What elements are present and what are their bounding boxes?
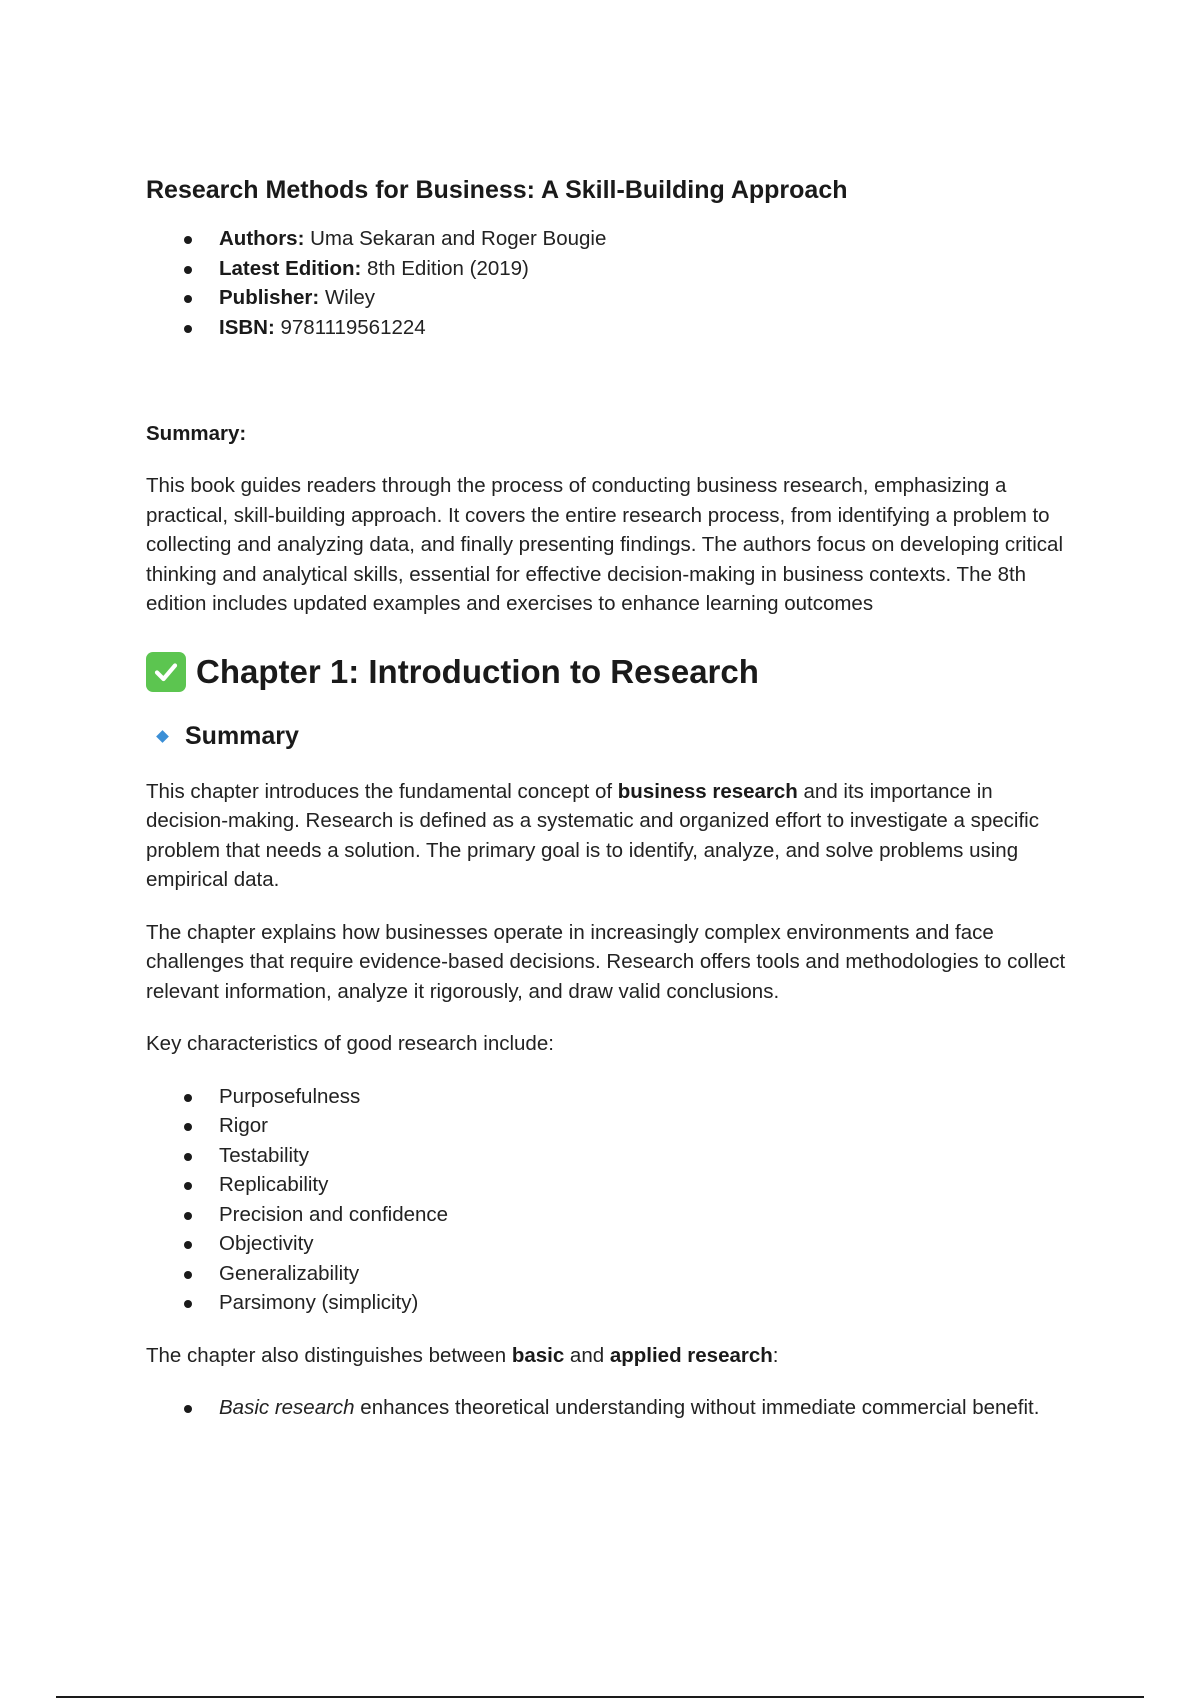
list-item: Parsimony (simplicity) [184, 1288, 1076, 1318]
book-title: Research Methods for Business: A Skill-Building Approach [146, 176, 848, 204]
summary-label: Summary: [146, 422, 247, 445]
check-mark-glyph [151, 657, 181, 687]
characteristics-list [184, 1082, 1076, 1318]
list-item [184, 254, 1076, 284]
detail-label: ISBN: [219, 315, 275, 339]
detail-label: Authors: [219, 227, 305, 250]
subheading-text: Summary [185, 722, 299, 750]
chapter-paragraph-1 [146, 777, 1076, 895]
list-item: Rigor [184, 1111, 1076, 1141]
summary-paragraph: This book guides readers through the process of conducting business research, emphasizing a practical, skill-building approach. It covers the entire research process, from identifying a problem to collecting and analyzing data, and finally presenting findings. The authors focus on developing critical thinking and analytical skills, essential for effective decision-making in business contexts. The 8th edition includes updated examples and exercises to enhance learning outcomes [146, 474, 1064, 615]
text-run: This chapter introduces the fundamental concept of [146, 779, 618, 803]
list-item: Replicability [184, 1170, 1076, 1200]
list-item: Testability [184, 1141, 1076, 1171]
text-run: and its importance in decision-making. Research is defined as a systematic and organized effort to investigate a specific problem that needs a solution. The primary goal is to identify, analyze, and solve problems using empirical data. [146, 779, 1039, 891]
detail-value: Uma Sekaran and Roger Bougie [304, 227, 607, 250]
chapter-paragraph-2: The chapter explains how businesses operate in increasingly complex environments and face challenges that require evidence-based decisions. Research offers tools and methodologies to collect relevant information, analyze it rigorously, and draw valid conclusions. [146, 920, 1066, 1003]
document-page [146, 172, 1076, 1423]
detail-label: Publisher: [219, 286, 320, 309]
research-types-list [184, 1393, 1076, 1423]
italic-text: Basic research [219, 1396, 355, 1419]
page-bottom-rule [56, 1696, 1144, 1698]
detail-value: Wiley [319, 286, 376, 309]
text-run: The chapter also distinguishes between [146, 1343, 512, 1367]
detail-label: Latest Edition: [219, 256, 362, 280]
text-run: : [772, 1343, 779, 1367]
list-item: Objectivity [184, 1229, 1076, 1259]
detail-value: 9781119561224 [274, 315, 426, 339]
bold-text: applied research [609, 1343, 773, 1367]
check-mark-icon [146, 652, 186, 692]
chapter-heading-text: Chapter 1: Introduction to Research [196, 652, 759, 690]
text-run: enhances theoretical understanding without immediate commercial benefit. [354, 1396, 1040, 1419]
book-details-list [184, 224, 1076, 342]
chapter-heading [146, 647, 1076, 697]
chapter-paragraph-4 [146, 1341, 1076, 1371]
text-run: and [564, 1343, 610, 1367]
list-item: Precision and confidence [184, 1200, 1076, 1230]
blue-diamond-icon [156, 730, 169, 743]
list-item [184, 1393, 1076, 1423]
list-item [184, 283, 1076, 313]
bold-text: basic [511, 1343, 565, 1367]
detail-value: 8th Edition (2019) [361, 256, 529, 280]
chapter-paragraph-3: Key characteristics of good research include: [146, 1032, 554, 1055]
list-item [184, 224, 1076, 254]
list-item [184, 313, 1076, 343]
summary-subheading [146, 719, 1076, 755]
bold-text: business research [617, 779, 798, 803]
list-item: Purposefulness [184, 1082, 1076, 1112]
list-item: Generalizability [184, 1259, 1076, 1289]
